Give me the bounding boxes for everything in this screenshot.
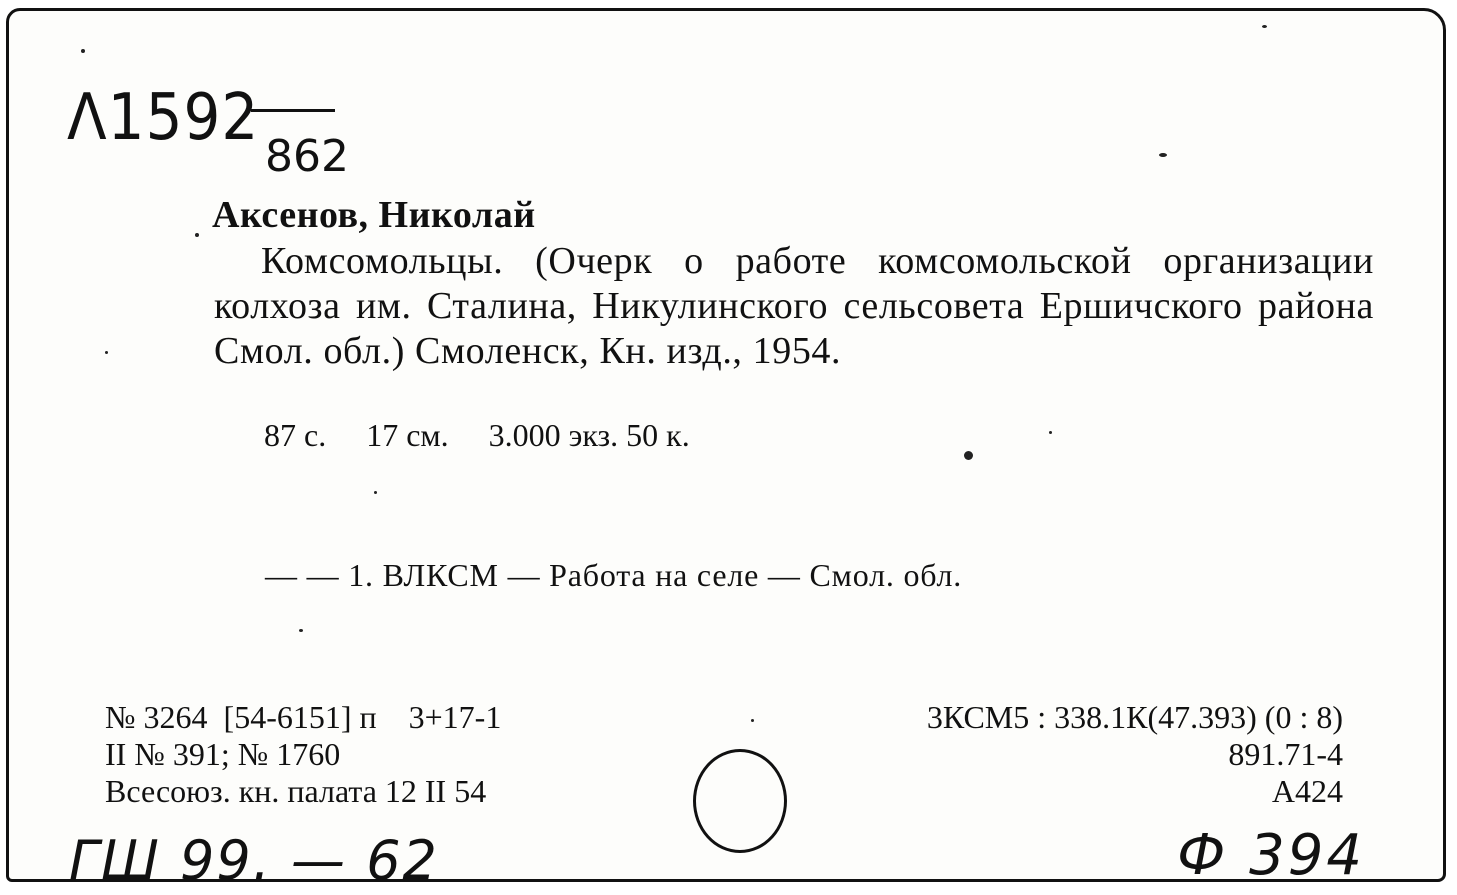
call-number-bottom: 862 [265,131,349,182]
scan-speck [105,351,108,354]
author-heading: Аксенов, Николай [212,194,536,236]
handwritten-note-left: ГШ 99. — 62 [69,829,439,892]
subject-heading: — — 1. ВЛКСМ — Работа на селе — Смол. обл. [265,557,963,593]
footer-left-line: № 3264 [54-6151] п 3+17-1 [105,699,502,735]
call-number-divider [251,109,335,112]
title-description: Комсомольцы. (Очерк о работе комсомольской организации колхоза им. Сталина, Никулинского сельсовета Ершичского района Смол. обл.) Смоленск, Кн. изд., 1954. [214,240,1374,372]
scan-speck [81,49,85,53]
scan-speck [195,233,199,237]
footer-left-block [105,699,501,810]
collation-line: 87 с. 17 см. 3.000 экз. 50 к. [264,417,690,453]
footer-right-line: 3КСМ5 : 338.1К(47.393) (0 : 8) [926,699,1343,735]
scan-speck [1262,25,1267,28]
footer-right-line: 891.71-4 [1228,736,1343,772]
footer-left-line: Всесоюз. кн. палата 12 II 54 [105,773,487,809]
punch-hole [693,749,787,853]
scan-speck [964,451,973,460]
call-number-top: Λ1592 [67,79,260,155]
scan-speck [1159,153,1167,157]
scan-speck [374,491,377,494]
scan-speck [751,719,754,722]
catalog-card [6,8,1446,892]
handwritten-note-right: Ф 394 [1177,823,1365,888]
scan-speck [1049,431,1052,434]
footer-left-line: II № 391; № 1760 [105,736,341,772]
footer-right-line: А424 [1271,773,1343,809]
scan-speck [299,629,303,632]
footer-right-block [927,699,1343,810]
